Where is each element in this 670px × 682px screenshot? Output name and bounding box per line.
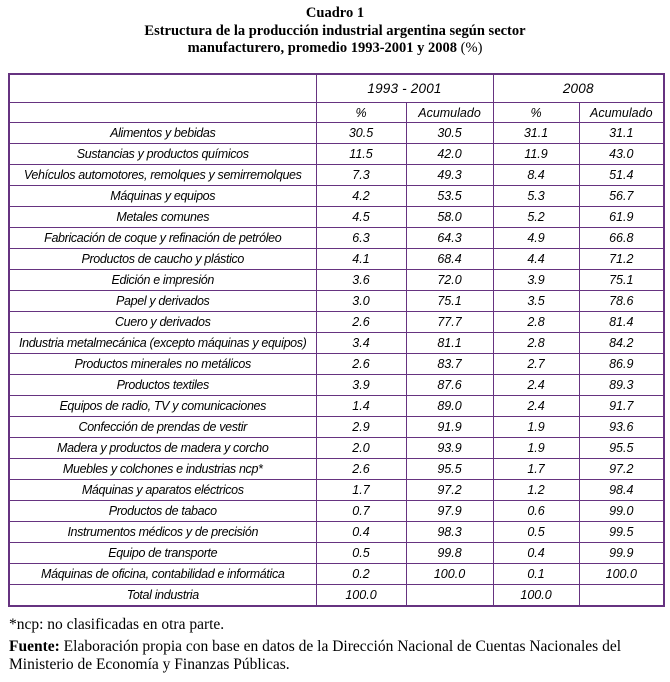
value-cell: 4.9 xyxy=(493,228,579,249)
value-cell: 2.4 xyxy=(493,375,579,396)
sector-cell: Total industria xyxy=(9,585,316,606)
value-cell: 1.7 xyxy=(493,459,579,480)
acumulado-header-2008: Acumulado xyxy=(579,103,664,123)
source-label: Fuente: xyxy=(9,637,60,655)
value-cell: 97.2 xyxy=(579,459,664,480)
value-cell: 93.6 xyxy=(579,417,664,438)
table-row xyxy=(9,333,664,354)
value-cell: 77.7 xyxy=(406,312,493,333)
value-cell: 0.2 xyxy=(316,564,406,585)
value-cell: 1.7 xyxy=(316,480,406,501)
table-row xyxy=(9,501,664,522)
value-cell: 100.0 xyxy=(406,564,493,585)
value-cell: 0.5 xyxy=(316,543,406,564)
table-row xyxy=(9,585,664,606)
table-row xyxy=(9,228,664,249)
sector-cell: Productos minerales no metálicos xyxy=(9,354,316,375)
value-cell: 8.4 xyxy=(493,165,579,186)
sector-cell: Máquinas de oficina, contabilidad e informática xyxy=(9,564,316,585)
value-cell: 3.0 xyxy=(316,291,406,312)
value-cell: 4.1 xyxy=(316,249,406,270)
value-cell: 4.2 xyxy=(316,186,406,207)
value-cell: 95.5 xyxy=(579,438,664,459)
value-cell: 6.3 xyxy=(316,228,406,249)
value-cell: 64.3 xyxy=(406,228,493,249)
value-cell: 98.3 xyxy=(406,522,493,543)
value-cell: 81.1 xyxy=(406,333,493,354)
value-cell: 5.3 xyxy=(493,186,579,207)
value-cell: 3.9 xyxy=(316,375,406,396)
sector-cell: Vehículos automotores, remolques y semirremolques xyxy=(9,165,316,186)
title-line-main: Estructura de la producción industrial argentina según sector xyxy=(144,22,526,39)
value-cell: 31.1 xyxy=(493,123,579,144)
value-cell: 58.0 xyxy=(406,207,493,228)
value-cell: 1.9 xyxy=(493,438,579,459)
sector-cell: Papel y derivados xyxy=(9,291,316,312)
table-row xyxy=(9,543,664,564)
value-cell: 43.0 xyxy=(579,144,664,165)
value-cell: 87.6 xyxy=(406,375,493,396)
sector-cell: Industria metalmecánica (excepto máquinas y equipos) xyxy=(9,333,316,354)
value-cell: 100.0 xyxy=(316,585,406,606)
value-cell: 7.3 xyxy=(316,165,406,186)
empty-header-cell xyxy=(9,74,316,103)
sector-cell: Alimentos y bebidas xyxy=(9,123,316,144)
value-cell: 5.2 xyxy=(493,207,579,228)
value-cell: 78.6 xyxy=(579,291,664,312)
value-cell: 30.5 xyxy=(316,123,406,144)
table-row xyxy=(9,270,664,291)
value-cell: 30.5 xyxy=(406,123,493,144)
value-cell: 2.6 xyxy=(316,354,406,375)
value-cell: 0.4 xyxy=(493,543,579,564)
value-cell: 68.4 xyxy=(406,249,493,270)
sector-cell: Confección de prendas de vestir xyxy=(9,417,316,438)
value-cell: 3.5 xyxy=(493,291,579,312)
title-line-sub xyxy=(0,40,670,58)
value-cell: 89.3 xyxy=(579,375,664,396)
value-cell: 99.8 xyxy=(406,543,493,564)
value-cell xyxy=(406,585,493,606)
table-row xyxy=(9,291,664,312)
value-cell: 95.5 xyxy=(406,459,493,480)
sector-cell: Máquinas y aparatos eléctricos xyxy=(9,480,316,501)
value-cell: 49.3 xyxy=(406,165,493,186)
industrial-structure-table xyxy=(8,73,665,607)
sector-cell: Equipo de transporte xyxy=(9,543,316,564)
value-cell xyxy=(579,585,664,606)
value-cell: 0.1 xyxy=(493,564,579,585)
value-cell: 93.9 xyxy=(406,438,493,459)
table-row xyxy=(9,480,664,501)
value-cell: 99.5 xyxy=(579,522,664,543)
value-cell: 4.5 xyxy=(316,207,406,228)
value-cell: 2.7 xyxy=(493,354,579,375)
period-2008-header: 2008 xyxy=(493,74,664,103)
table-row xyxy=(9,564,664,585)
value-cell: 99.0 xyxy=(579,501,664,522)
table-row xyxy=(9,438,664,459)
sector-cell: Sustancias y productos químicos xyxy=(9,144,316,165)
value-cell: 53.5 xyxy=(406,186,493,207)
sector-cell: Edición e impresión xyxy=(9,270,316,291)
sector-cell: Madera y productos de madera y corcho xyxy=(9,438,316,459)
value-cell: 42.0 xyxy=(406,144,493,165)
sector-cell: Cuero y derivados xyxy=(9,312,316,333)
table-row xyxy=(9,144,664,165)
table-row xyxy=(9,354,664,375)
value-cell: 3.6 xyxy=(316,270,406,291)
period-1993-2001-header: 1993 - 2001 xyxy=(316,74,493,103)
value-cell: 0.6 xyxy=(493,501,579,522)
value-cell: 1.2 xyxy=(493,480,579,501)
empty-header-cell xyxy=(9,103,316,123)
sector-cell: Productos de caucho y plástico xyxy=(9,249,316,270)
table-body xyxy=(9,123,664,606)
value-cell: 99.9 xyxy=(579,543,664,564)
table-row xyxy=(9,375,664,396)
value-cell: 81.4 xyxy=(579,312,664,333)
table-row xyxy=(9,186,664,207)
sector-cell: Muebles y colchones e industrias ncp* xyxy=(9,459,316,480)
sector-cell: Fabricación de coque y refinación de petróleo xyxy=(9,228,316,249)
sector-cell: Equipos de radio, TV y comunicaciones xyxy=(9,396,316,417)
value-cell: 100.0 xyxy=(493,585,579,606)
value-cell: 2.6 xyxy=(316,312,406,333)
value-cell: 2.8 xyxy=(493,333,579,354)
value-cell: 1.4 xyxy=(316,396,406,417)
value-cell: 89.0 xyxy=(406,396,493,417)
value-cell: 97.2 xyxy=(406,480,493,501)
table-row xyxy=(9,417,664,438)
value-cell: 3.4 xyxy=(316,333,406,354)
sector-cell: Metales comunes xyxy=(9,207,316,228)
value-cell: 0.4 xyxy=(316,522,406,543)
source-note xyxy=(9,638,660,675)
value-cell: 66.8 xyxy=(579,228,664,249)
sector-cell: Máquinas y equipos xyxy=(9,186,316,207)
title-percent-suffix: (%) xyxy=(460,40,483,56)
ncp-footnote: *ncp: no clasificadas en otra parte. xyxy=(9,615,225,633)
value-cell: 1.9 xyxy=(493,417,579,438)
value-cell: 4.4 xyxy=(493,249,579,270)
value-cell: 2.6 xyxy=(316,459,406,480)
table-row xyxy=(9,165,664,186)
value-cell: 2.4 xyxy=(493,396,579,417)
table-row xyxy=(9,522,664,543)
value-cell: 11.5 xyxy=(316,144,406,165)
title-line-sub-text: manufacturero, promedio 1993-2001 y 2008 xyxy=(187,40,461,56)
table-row xyxy=(9,459,664,480)
sector-cell: Instrumentos médicos y de precisión xyxy=(9,522,316,543)
source-text: Elaboración propia con base en datos de la Dirección Nacional de Cuentas Nacionales del Ministerio de Economía y Finanzas Públicas. xyxy=(9,637,622,673)
sector-cell: Productos textiles xyxy=(9,375,316,396)
value-cell: 75.1 xyxy=(579,270,664,291)
value-cell: 72.0 xyxy=(406,270,493,291)
value-cell: 97.9 xyxy=(406,501,493,522)
value-cell: 2.0 xyxy=(316,438,406,459)
value-cell: 75.1 xyxy=(406,291,493,312)
sector-cell: Productos de tabaco xyxy=(9,501,316,522)
value-cell: 61.9 xyxy=(579,207,664,228)
value-cell: 51.4 xyxy=(579,165,664,186)
value-cell: 100.0 xyxy=(579,564,664,585)
period-header-row xyxy=(9,74,664,103)
value-cell: 83.7 xyxy=(406,354,493,375)
value-cell: 11.9 xyxy=(493,144,579,165)
table-title xyxy=(0,0,670,58)
table-row xyxy=(9,207,664,228)
value-cell: 31.1 xyxy=(579,123,664,144)
value-cell: 84.2 xyxy=(579,333,664,354)
value-cell: 71.2 xyxy=(579,249,664,270)
value-cell: 2.8 xyxy=(493,312,579,333)
acumulado-header-1993: Acumulado xyxy=(406,103,493,123)
value-cell: 0.7 xyxy=(316,501,406,522)
value-cell: 2.9 xyxy=(316,417,406,438)
percent-header-1993: % xyxy=(316,103,406,123)
table-row xyxy=(9,249,664,270)
value-cell: 0.5 xyxy=(493,522,579,543)
table-row xyxy=(9,396,664,417)
value-cell: 86.9 xyxy=(579,354,664,375)
percent-header-2008: % xyxy=(493,103,579,123)
title-line-cuadro: Cuadro 1 xyxy=(305,5,365,21)
table-row xyxy=(9,123,664,144)
measure-header-row xyxy=(9,103,664,123)
table-row xyxy=(9,312,664,333)
value-cell: 98.4 xyxy=(579,480,664,501)
value-cell: 91.7 xyxy=(579,396,664,417)
value-cell: 3.9 xyxy=(493,270,579,291)
value-cell: 56.7 xyxy=(579,186,664,207)
value-cell: 91.9 xyxy=(406,417,493,438)
